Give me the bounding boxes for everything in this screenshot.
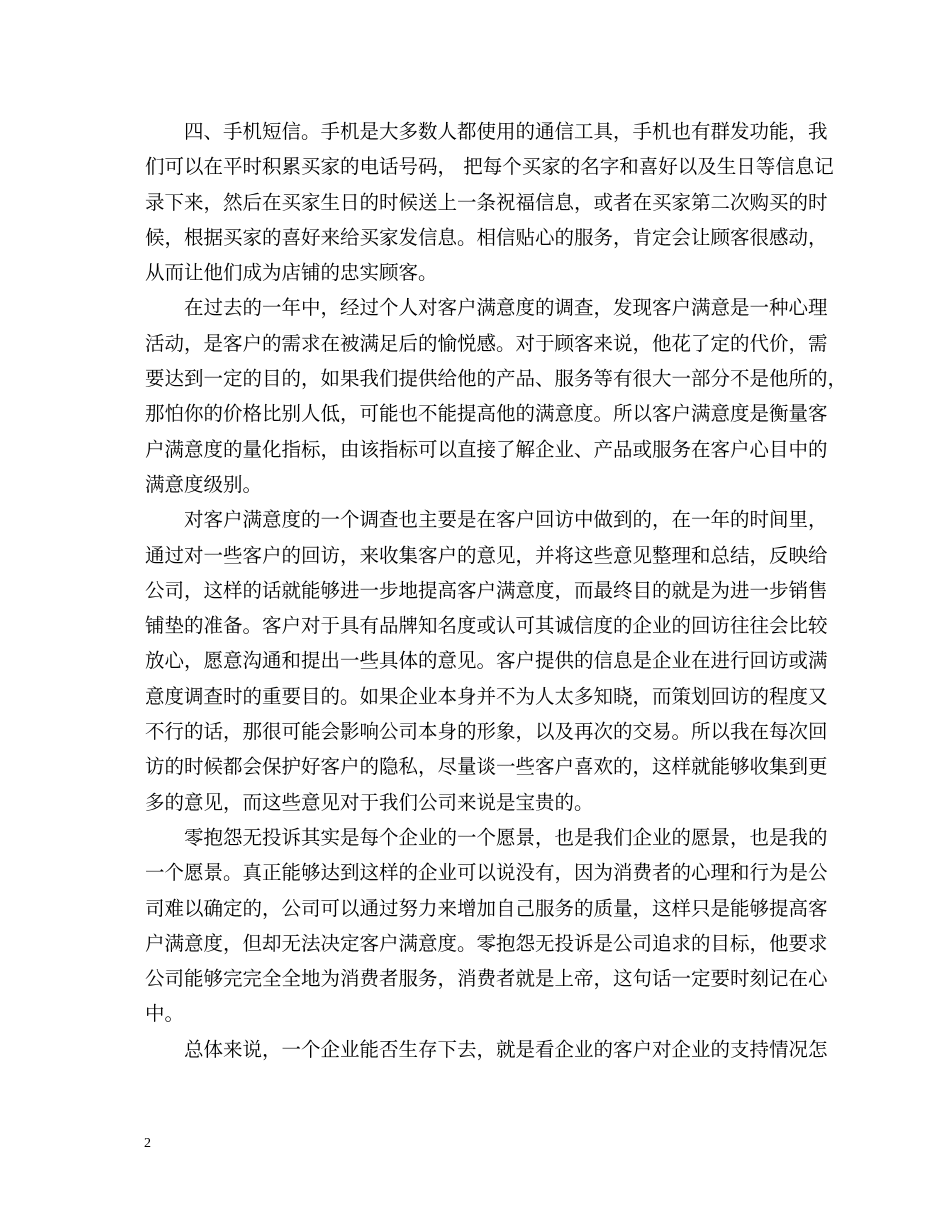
text-line: 意度调查时的重要目的。如果企业本身并不为人太多知晓，而策划回访的程度又 <box>145 684 828 708</box>
text-line: 公司能够完完全全地为消费者服务，消费者就是上帝，这句话一定要时刻记在心 <box>145 967 828 991</box>
text-line: 放心，愿意沟通和提出一些具体的意见。客户提供的信息是企业在进行回访或满 <box>145 649 828 673</box>
text-line: 们可以在平时积累买家的电话号码， 把每个买家的名字和喜好以及生日等信息记 <box>145 155 834 179</box>
text-line: 通过对一些客户的回访，来收集客户的意见，并将这些意见整理和总结，反映给 <box>145 543 828 567</box>
text-line: 公司，这样的话就能够进一步地提高客户满意度，而最终目的就是为进一步销售 <box>145 578 828 602</box>
text-line: 活动，是客户的需求在被满足后的愉悦感。对于顾客来说，他花了定的代价，需 <box>145 331 828 355</box>
page-number: 2 <box>144 1136 151 1151</box>
text-line: 户满意度的量化指标，由该指标可以直接了解企业、产品或服务在客户心目中的 <box>145 437 828 461</box>
text-line: 不行的话，那很可能会影响公司本身的形象，以及再次的交易。所以我在每次回 <box>145 720 828 744</box>
text-line: 满意度级别。 <box>145 472 263 496</box>
text-line: 那怕你的价格比别人低，可能也不能提高他的满意度。所以客户满意度是衡量客 <box>145 402 828 426</box>
text-line: 零抱怨无投诉其实是每个企业的一个愿景，也是我们企业的愿景，也是我的 <box>145 825 828 849</box>
text-line: 一个愿景。真正能够达到这样的企业可以说没有，因为消费者的心理和行为是公 <box>145 861 828 885</box>
text-line: 访的时候都会保护好客户的隐私，尽量谈一些客户喜欢的，这样就能够收集到更 <box>145 755 828 779</box>
text-line: 从而让他们成为店铺的忠实顾客。 <box>145 261 438 285</box>
text-line: 司难以确定的，公司可以通过努力来增加自己服务的质量，这样只是能够提高客 <box>145 896 828 920</box>
text-line: 候，根据买家的喜好来给买家发信息。相信贴心的服务，肯定会让顾客很感动， <box>145 225 828 249</box>
text-line: 录下来，然后在买家生日的时候送上一条祝福信息，或者在买家第二次购买的时 <box>145 190 828 214</box>
text-line: 在过去的一年中，经过个人对客户满意度的调查，发现客户满意是一种心理 <box>145 296 828 320</box>
text-line: 中。 <box>145 1002 185 1026</box>
text-line: 要达到一定的目的，如果我们提供给他的产品、服务等有很大一部分不是他所的， <box>145 367 848 391</box>
text-line: 对客户满意度的一个调查也主要是在客户回访中做到的，在一年的时间里， <box>145 508 828 532</box>
text-line: 户满意度，但却无法决定客户满意度。零抱怨无投诉是公司追求的目标，他要求 <box>145 931 828 955</box>
text-line: 四、手机短信。手机是大多数人都使用的通信工具，手机也有群发功能，我 <box>145 120 828 143</box>
text-line: 铺垫的准备。客户对于具有品牌知名度或认可其诚信度的企业的回访往往会比较 <box>145 614 828 638</box>
text-line: 总体来说，一个企业能否生存下去，就是看企业的客户对企业的支持情况怎 <box>145 1037 828 1061</box>
text-line: 多的意见，而这些意见对于我们公司来说是宝贵的。 <box>145 790 594 814</box>
body-text <box>145 114 848 1067</box>
